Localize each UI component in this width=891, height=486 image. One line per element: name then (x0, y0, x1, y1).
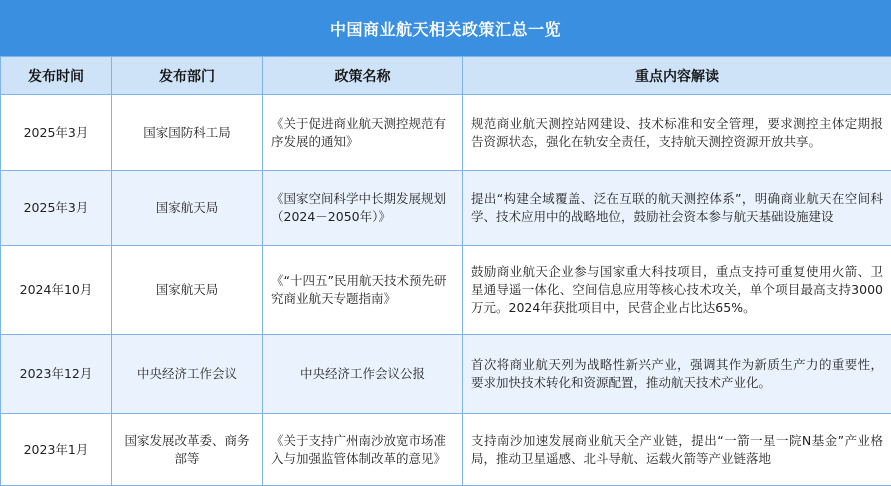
cell-policy-name: 中央经济工作会议公报 (263, 335, 463, 414)
table-row (1, 414, 891, 486)
cell-key-content: 提出“构建全域覆盖、泛在互联的航天测控体系”，明确商业航天在空间科学、技术应用中的战略地位，鼓励社会资本参与航天基础设施建设 (463, 171, 891, 246)
cell-key-content: 规范商业航天测控站网建设、技术标准和安全管理，要求测控主体定期报告资源状态，强化在轨安全责任，支持航天测控资源开放共享。 (463, 95, 891, 171)
table-title: 中国商业航天相关政策汇总一览 (0, 0, 891, 56)
cell-date: 2023年12月 (1, 335, 112, 414)
cell-date: 2025年3月 (1, 95, 112, 171)
policy-table (0, 56, 891, 486)
cell-key-content: 鼓励商业航天企业参与国家重大科技项目，重点支持可重复使用火箭、卫星通导遥一体化、空间信息应用等核心技术攻关，单个项目最高支持3000万元。2024年获批项目中，民营企业占比达65%。 (463, 246, 891, 335)
cell-policy-name: 《关于促进商业航天测控规范有序发展的通知》 (263, 95, 463, 171)
table-row (1, 171, 891, 246)
header-row (1, 57, 891, 95)
cell-date: 2023年1月 (1, 414, 112, 486)
cell-policy-name: 《国家空间科学中长期发展规划（2024－2050年）》 (263, 171, 463, 246)
cell-date: 2025年3月 (1, 171, 112, 246)
cell-department: 国家国防科工局 (112, 95, 263, 171)
cell-key-content: 首次将商业航天列为战略性新兴产业，强调其作为新质生产力的重要性，要求加快技术转化和资源配置，推动航天技术产业化。 (463, 335, 891, 414)
cell-department: 国家航天局 (112, 246, 263, 335)
cell-date: 2024年10月 (1, 246, 112, 335)
cell-department: 国家航天局 (112, 171, 263, 246)
cell-policy-name: 《关于支持广州南沙放宽市场准入与加强监管体制改革的意见》 (263, 414, 463, 486)
cell-policy-name: 《“十四五”民用航天技术预先研究商业航天专题指南》 (263, 246, 463, 335)
header-date: 发布时间 (1, 57, 112, 95)
header-key-content: 重点内容解读 (463, 57, 891, 95)
cell-department: 国家发展改革委、商务部等 (112, 414, 263, 486)
header-department: 发布部门 (112, 57, 263, 95)
table-row (1, 335, 891, 414)
table-row (1, 95, 891, 171)
cell-department: 中央经济工作会议 (112, 335, 263, 414)
table-row (1, 246, 891, 335)
header-policy-name: 政策名称 (263, 57, 463, 95)
cell-key-content: 支持南沙加速发展商业航天全产业链，提出“一箭一星一院N基金”产业格局，推动卫星遥感、北斗导航、运载火箭等产业链落地 (463, 414, 891, 486)
